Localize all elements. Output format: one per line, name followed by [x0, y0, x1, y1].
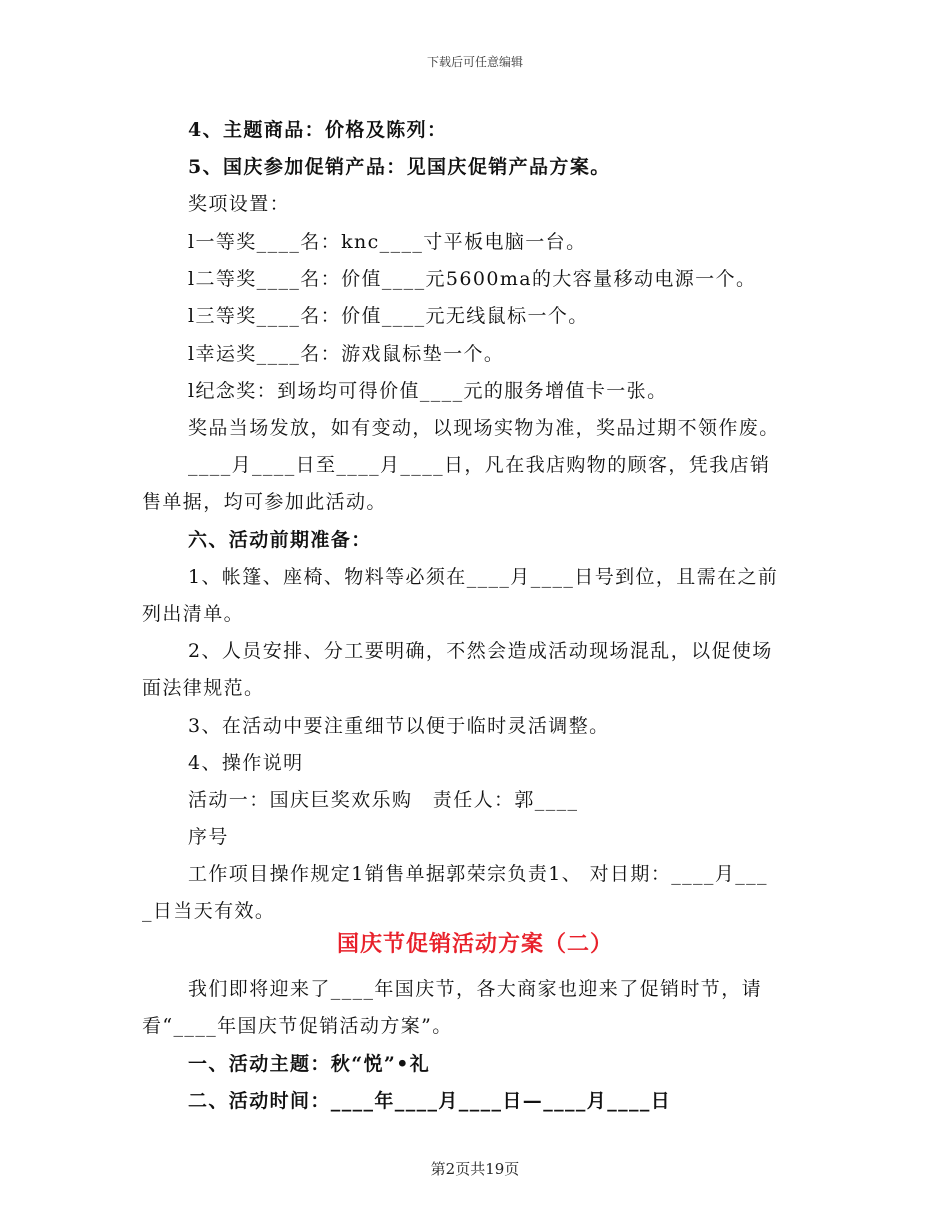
section-heading: 二、活动时间：____年____月____日—____月____日: [188, 1090, 672, 1112]
page-footer: 第2页共19页: [430, 1160, 520, 1178]
text-line: l三等奖____名：价值____元无线鼠标一个。: [188, 305, 589, 327]
text-line: 看“____年国庆节促销活动方案”。: [142, 1015, 453, 1037]
text-line: _日当天有效。: [142, 900, 276, 922]
text-line: 5、国庆参加促销产品：见国庆促销产品方案。: [188, 156, 611, 178]
section-heading: 六、活动前期准备：: [188, 529, 372, 551]
header-note: 下载后可任意编辑: [426, 55, 523, 69]
text-line: l二等奖____名：价值____元5600ma的大容量移动电源一个。: [188, 268, 757, 290]
text-line: 奖品当场发放，如有变动，以现场实物为准，奖品过期不领作废。: [188, 417, 780, 439]
text-line: 1、帐篷、座椅、物料等必须在____月____日号到位，且需在之前: [188, 566, 779, 588]
text-line: 序号: [188, 826, 229, 848]
text-line: 我们即将迎来了____年国庆节，各大商家也迎来了促销时节，请: [188, 978, 763, 1000]
section-title: 国庆节促销活动方案（二）: [336, 931, 613, 957]
text-line: 面法律规范。: [142, 677, 265, 699]
text-line: 4、主题商品：价格及陈列：: [188, 119, 448, 141]
text-line: 2、人员安排、分工要明确，不然会造成活动现场混乱，以促使场: [188, 640, 773, 662]
text-line: 列出清单。: [142, 603, 245, 625]
section-heading: 一、活动主题：秋“悦”•礼: [188, 1053, 431, 1075]
text-line: 活动一：国庆巨奖欢乐购 责任人：郭____: [188, 789, 579, 811]
text-line: 奖项设置：: [188, 193, 291, 215]
text-line: l幸运奖____名：游戏鼠标垫一个。: [188, 343, 505, 365]
text-line: 售单据，均可参加此活动。: [142, 491, 387, 513]
text-line: ____月____日至____月____日，凡在我店购物的顾客，凭我店销: [188, 454, 771, 476]
text-line: 4、操作说明: [188, 752, 304, 774]
text-line: 工作项目操作规定1销售单据郭荣宗负责1、 对日期：____月___: [188, 863, 768, 885]
text-line: l纪念奖：到场均可得价值____元的服务增值卡一张。: [188, 380, 668, 402]
text-line: l一等奖____名：knc____寸平板电脑一台。: [188, 231, 587, 253]
text-line: 3、在活动中要注重细节以便于临时灵活调整。: [188, 715, 610, 737]
